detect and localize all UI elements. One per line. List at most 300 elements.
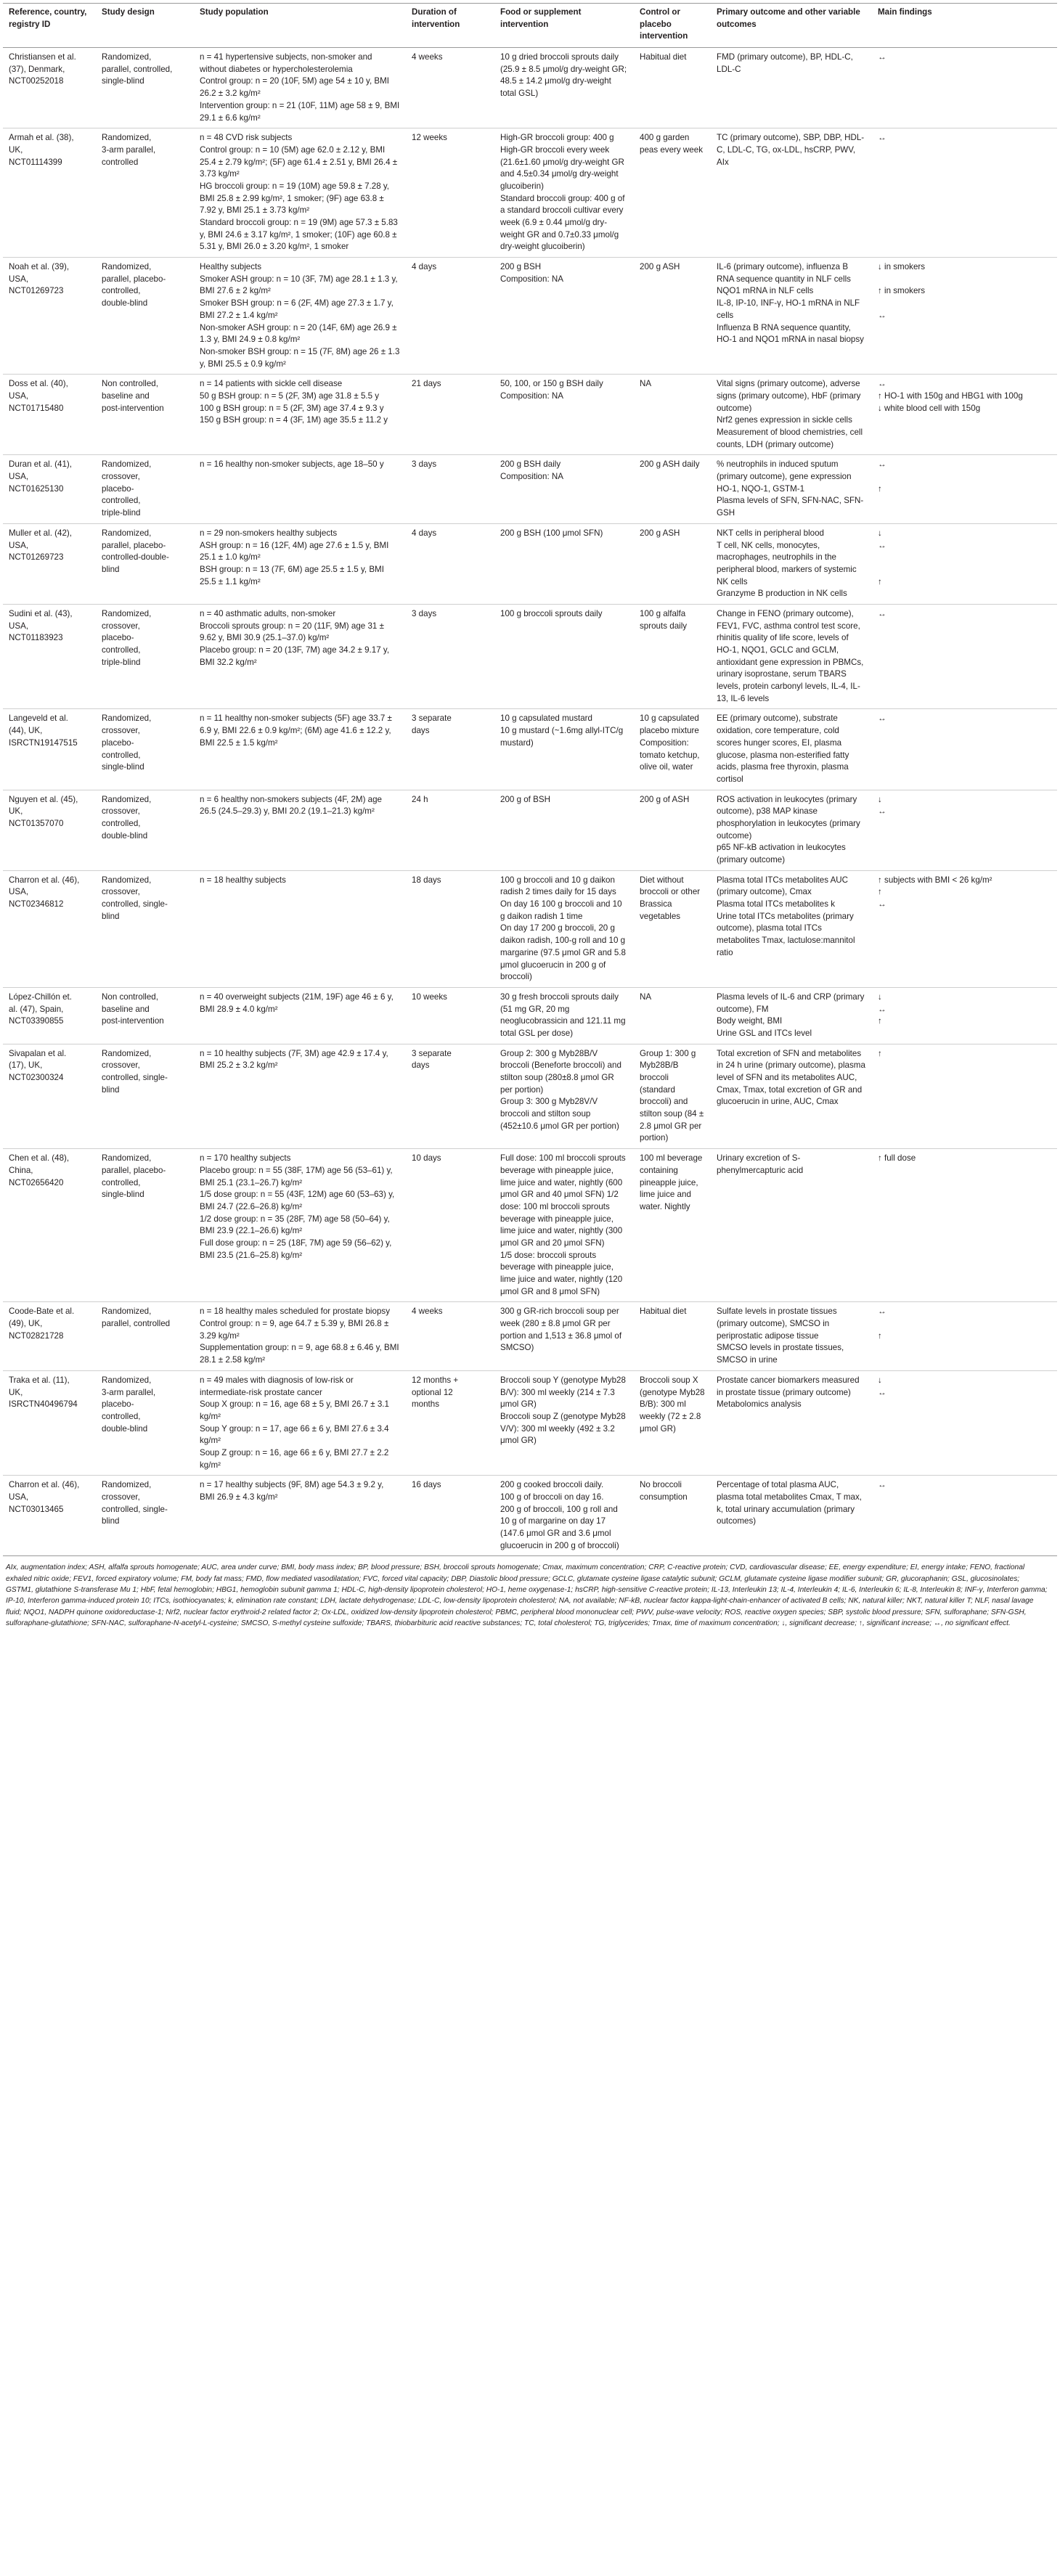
cell-food-intervention-line: 10 g dried broccoli sprouts daily (25.9 ± 8.5 μmol/g dry-weight GR; 48.5 ± 14.2 μmol/g dry-weight total GSL) (500, 52, 627, 99)
cell-study-design-line: Randomized, (102, 1307, 152, 1317)
cell-control-intervention (634, 455, 711, 523)
cell-study-population-line: HG broccoli group: n = 19 (10M) age 59.8 ± 7.28 y, BMI 25.8 ± 2.99 kg/m², 1 smoker; (9F) age 63.8 ± 7.92 y, BMI 25.1 ± 3.73 kg/m² (200, 181, 390, 216)
cell-food-intervention-line: 200 g BSH (100 μmol SFN) (500, 528, 603, 538)
cell-primary-outcome-line: Urine GSL and ITCs level (717, 1028, 812, 1038)
cell-control-intervention-line: Diet without broccoli or other Brassica vegetables (640, 875, 701, 921)
cell-reference-line: (37), Denmark, (9, 64, 65, 74)
cell-primary-outcome-line: Granzyme B production in NK cells (717, 589, 847, 599)
cell-main-findings-line: ↔ (878, 608, 886, 618)
cell-food-intervention-line: 1/5 dose: broccoli sprouts beverage with pineapple juice, lime juice and water, nightly (120 μmol GR and 8 μmol SFN) (500, 1250, 623, 1296)
cell-study-design-line: triple-blind (102, 508, 141, 518)
cell-duration (406, 709, 494, 790)
cell-main-findings-line: ↑ (878, 1330, 882, 1341)
cell-study-design-line: double-blind (102, 1423, 148, 1434)
cell-reference-line: Doss et al. (40), (9, 379, 68, 389)
cell-reference (3, 790, 96, 870)
cell-study-population-line: Broccoli sprouts group: n = 20 (11F, 9M) age 31 ± 9.62 y, BMI 30.9 (25.1–37.0) kg/m² (200, 621, 384, 643)
cell-main-findings-line: ↓ (878, 528, 882, 538)
cell-main-findings-line: ↓ (878, 1375, 882, 1385)
cell-reference-line: Sivapalan et al. (9, 1048, 67, 1058)
cell-study-design-line: controlled, (102, 1177, 141, 1187)
cell-study-design (96, 1149, 194, 1302)
cell-study-design-line: controlled (102, 157, 139, 167)
cell-food-intervention-line: 300 g GR-rich broccoli soup per week (280 ± 8.8 μmol GR per portion and 1,513 ± 36.8 μmol of SMCSO) (500, 1307, 622, 1353)
cell-study-design-line: controlled, (102, 645, 141, 655)
cell-duration (406, 1476, 494, 1556)
cell-study-design (96, 604, 194, 709)
cell-primary-outcome (711, 128, 872, 258)
cell-duration (406, 128, 494, 258)
cell-control-intervention-line: 100 ml beverage containing pineapple juice, lime juice and water. Nightly (640, 1153, 703, 1211)
cell-main-findings-line: ↔ (878, 310, 886, 320)
cell-main-findings-line: ↔ (878, 540, 886, 550)
cell-study-design (96, 1476, 194, 1556)
cell-reference-line: (49), UK, (9, 1319, 43, 1329)
cell-study-design-line: controlled, single- (102, 899, 168, 909)
cell-reference (3, 1044, 96, 1149)
cell-food-intervention (494, 1302, 634, 1370)
cell-primary-outcome-line: Plasma levels of IL-6 and CRP (primary outcome), FM (717, 991, 865, 1014)
cell-main-findings-line: ↑ (878, 1048, 882, 1058)
header-study-design: Study design (96, 4, 194, 48)
cell-study-population-line: n = 14 patients with sickle cell disease (200, 379, 343, 389)
cell-study-design-line: single-blind (102, 1190, 144, 1200)
cell-main-findings-line: ↔ (878, 1307, 886, 1317)
cell-reference-line: NCT01183923 (9, 633, 63, 643)
cell-study-population (194, 523, 406, 604)
cell-food-intervention-line: 200 g of broccoli, 100 g roll and 10 g of margarine on day 17 (500, 1504, 618, 1526)
cell-study-population-line: n = 49 males with diagnosis of low-risk or intermediate-risk prostate cancer (200, 1375, 354, 1397)
cell-main-findings (872, 1044, 1057, 1149)
cell-primary-outcome (711, 455, 872, 523)
cell-study-design-line: Randomized, (102, 1480, 152, 1490)
cell-main-findings (872, 870, 1057, 987)
cell-study-design-line: placebo- (102, 1399, 134, 1410)
cell-main-findings-line: ↑ HO-1 with 150g and HBG1 with 100g (878, 391, 1023, 401)
cell-food-intervention (494, 709, 634, 790)
cell-main-findings (872, 1149, 1057, 1302)
cell-primary-outcome-line: IL-8, IP-10, INF-γ, HO-1 mRNA in NLF cells (717, 298, 860, 320)
cell-main-findings (872, 987, 1057, 1044)
cell-food-intervention-line: Broccoli soup Y (genotype Myb28 B/V): 300 ml weekly (214 ± 7.3 μmol GR) (500, 1375, 626, 1410)
cell-reference-line: Coode-Bate et al. (9, 1307, 75, 1317)
cell-food-intervention (494, 987, 634, 1044)
cell-study-population (194, 375, 406, 455)
cell-study-design-line: placebo- (102, 483, 134, 494)
cell-duration (406, 1370, 494, 1476)
cell-reference-line: Noah et al. (39), (9, 262, 70, 272)
cell-reference-line: ISRCTN19147515 (9, 737, 78, 748)
cell-control-intervention-line: NA (640, 991, 652, 1002)
cell-study-population-line: Soup X group: n = 16, age 68 ± 5 y, BMI 26.7 ± 3.1 kg/m² (200, 1399, 389, 1421)
cell-primary-outcome-line: Nrf2 genes expression in sickle cells (717, 415, 852, 425)
cell-reference-line: USA, (9, 472, 29, 482)
cell-study-population (194, 604, 406, 709)
cell-food-intervention-line: Composition: NA (500, 391, 563, 401)
cell-study-design-line: Non controlled, (102, 379, 158, 389)
cell-study-population-line: Control group: n = 20 (10F, 5M) age 54 ± 10 y, BMI 26.2 ± 3.2 kg/m² (200, 76, 390, 99)
cell-control-intervention-line: Group 1: 300 g Myb28B/B broccoli (standard broccoli) and stilton soup (84 ± 2.8 μmol GR per portion) (640, 1048, 704, 1143)
cell-reference-line: NCT01357070 (9, 818, 64, 828)
cell-primary-outcome-line: T cell, NK cells, monocytes, macrophages, neutrophils in the peripheral blood, markers of systemic NK cells (717, 540, 857, 586)
cell-reference-line: USA, (9, 274, 29, 284)
cell-primary-outcome-line: Change in FENO (primary outcome), FEV1, FVC, asthma control test score, rhinitis quality of life score, levels of HO-1, NQO1, GCLC and GCLM, antioxidant gene expression in PBMCs, urinary isoprostane, serum TBARS levels, protein carbonyl levels, IL-4, IL-13, IL-6 levels (717, 608, 864, 703)
cell-reference-line: NCT02656420 (9, 1177, 64, 1187)
cell-food-intervention-line: High-GR broccoli group: 400 g High-GR broccoli every week (21.6±1.60 μmol/g dry-weight GR and 4.5±0.34 μmol/g dry-weight glucoiberin) (500, 133, 624, 191)
cell-duration-line: 21 days (412, 379, 441, 389)
cell-control-intervention-line: 10 g capsulated placebo mixture Composition: tomato ketchup, olive oil, water (640, 713, 700, 772)
cell-study-design-line: crossover, (102, 472, 140, 482)
header-control-intervention: Control or placebo intervention (634, 4, 711, 48)
cell-main-findings-line: ↔ (878, 806, 886, 817)
cell-reference-line: (17), UK, (9, 1060, 43, 1071)
cell-study-population (194, 1370, 406, 1476)
cell-reference-line: Nguyen et al. (45), (9, 794, 78, 804)
cell-food-intervention-line: Full dose: 100 ml broccoli sprouts beverage with pineapple juice, lime juice and water, nightly (600 μmol GR and 40 μmol SFN) 1/2 dose: 100 ml broccoli sprouts beverage with pineapple juice, lime juice and water, nightly (300 μmol GR and 20 μmol SFN) (500, 1153, 626, 1248)
cell-food-intervention-line: 200 g of BSH (500, 794, 550, 804)
cell-study-population-line: Non-smoker BSH group: n = 15 (7F, 8M) age 26 ± 1.3 y, BMI 25.5 ± 0.9 kg/m² (200, 346, 400, 369)
cell-study-design (96, 48, 194, 128)
cell-reference (3, 523, 96, 604)
cell-study-design-line: Randomized, (102, 713, 152, 724)
table-row (3, 790, 1057, 870)
cell-food-intervention (494, 1476, 634, 1556)
cell-primary-outcome-line: Sulfate levels in prostate tissues (primary outcome), SMCSO in periprostatic adipose tissue (717, 1307, 837, 1341)
cell-primary-outcome-line: Total excretion of SFN and metabolites in 24 h urine (primary outcome), plasma level of SFN and its metabolites AUC, Cmax, Tmax, total excretion of GR and glucoerucin in urine, AUC, Cmax (717, 1048, 865, 1107)
table-row (3, 1370, 1057, 1476)
cell-main-findings-line: ↓ (878, 794, 882, 804)
cell-study-design-line: blind (102, 1084, 120, 1095)
cell-reference-line: Traka et al. (11), (9, 1375, 70, 1385)
cell-study-population-line: Healthy subjects (200, 262, 262, 272)
cell-primary-outcome-line: Urinary excretion of S-phenylmercapturic acid (717, 1153, 804, 1175)
cell-primary-outcome (711, 1302, 872, 1370)
cell-duration-line: 24 h (412, 794, 428, 804)
cell-duration-line: 3 days (412, 608, 437, 618)
cell-reference-line: Charron et al. (46), (9, 1480, 80, 1490)
cell-duration (406, 790, 494, 870)
cell-reference-line: NCT01625130 (9, 483, 64, 494)
cell-study-design-line: parallel, placebo- (102, 274, 166, 284)
cell-control-intervention (634, 987, 711, 1044)
cell-study-design-line: controlled, (102, 1411, 141, 1421)
cell-main-findings (872, 375, 1057, 455)
cell-study-population (194, 128, 406, 258)
cell-duration (406, 1302, 494, 1370)
cell-reference-line: Langeveld et al. (9, 713, 68, 724)
cell-food-intervention (494, 48, 634, 128)
cell-study-population (194, 48, 406, 128)
cell-primary-outcome-line: FMD (primary outcome), BP, HDL-C, LDL-C (717, 52, 853, 74)
cell-study-design (96, 1302, 194, 1370)
cell-duration-line: 10 weeks (412, 991, 447, 1002)
cell-reference (3, 870, 96, 987)
cell-main-findings-line: ↑ (878, 576, 882, 586)
cell-duration-line: 3 separate (412, 713, 452, 724)
cell-duration-line: 16 days (412, 1480, 441, 1490)
cell-food-intervention-line: On day 17 200 g broccoli, 20 g daikon radish, 100-g roll and 10 g margarine (97.5 μmol GR and 5.8 μmol glucoerucin in 200 g of broccoli) (500, 923, 626, 982)
cell-reference-line: NCT03013465 (9, 1504, 64, 1514)
cell-duration (406, 987, 494, 1044)
cell-reference-line: NCT03390855 (9, 1016, 64, 1026)
cell-food-intervention-line: 50, 100, or 150 g BSH daily (500, 379, 603, 389)
table-body (3, 48, 1057, 1556)
cell-study-design-line: Randomized, (102, 794, 152, 804)
cell-study-design-line: double-blind (102, 298, 148, 308)
cell-study-population-line: Non-smoker ASH group: n = 20 (14F, 6M) age 26.9 ± 1.3 y, BMI 24.9 ± 0.8 kg/m² (200, 322, 397, 345)
cell-control-intervention (634, 790, 711, 870)
cell-study-population-line: 50 g BSH group: n = 5 (2F, 3M) age 31.8 ± 5.5 y (200, 391, 380, 401)
cell-food-intervention (494, 128, 634, 258)
cell-duration-line: days (412, 1060, 430, 1071)
cell-main-findings (872, 709, 1057, 790)
cell-primary-outcome-line: Measurement of blood chemistries, cell counts, LDH (primary outcome) (717, 428, 863, 449)
table-row (3, 1302, 1057, 1370)
cell-primary-outcome-line: % neutrophils in induced sputum (primary outcome), gene expression HO-1, NQO-1, GSTM-1 (717, 459, 852, 494)
cell-main-findings-line: ↔ (878, 459, 886, 470)
header-main-findings: Main findings (872, 4, 1057, 48)
cell-reference-line: NCT01715480 (9, 403, 64, 413)
cell-duration-line: 4 weeks (412, 1307, 443, 1317)
cell-study-design-line: controlled, (102, 286, 141, 296)
table-row (3, 258, 1057, 375)
cell-reference-line: NCT01269723 (9, 552, 64, 563)
cell-control-intervention (634, 1044, 711, 1149)
cell-study-population-line: n = 40 overweight subjects (21M, 19F) age 46 ± 6 y, BMI 28.9 ± 4.0 kg/m² (200, 991, 394, 1014)
cell-food-intervention-line: 100 g broccoli and 10 g daikon radish 2 times daily for 15 days (500, 875, 616, 897)
cell-primary-outcome-line: Plasma levels of SFN, SFN-NAC, SFN-GSH (717, 496, 864, 518)
cell-duration-line: 4 weeks (412, 52, 443, 62)
table-row (3, 455, 1057, 523)
cell-control-intervention-line: No broccoli consumption (640, 1480, 688, 1502)
cell-main-findings-line: ↔ (878, 133, 886, 143)
cell-primary-outcome (711, 604, 872, 709)
cell-control-intervention-line: NA (640, 379, 652, 389)
cell-control-intervention (634, 870, 711, 987)
cell-control-intervention-line: 200 g of ASH (640, 794, 690, 804)
cell-reference (3, 258, 96, 375)
cell-control-intervention (634, 48, 711, 128)
table-row (3, 375, 1057, 455)
cell-food-intervention-line: Group 3: 300 g Myb28V/V broccoli and stilton soup (452±10.6 μmol GR per portion) (500, 1097, 619, 1131)
cell-primary-outcome (711, 258, 872, 375)
cell-duration-line: 10 days (412, 1153, 441, 1164)
cell-food-intervention (494, 1370, 634, 1476)
cell-duration-line: 4 days (412, 528, 437, 538)
cell-primary-outcome (711, 790, 872, 870)
cell-main-findings-line: ↑ (878, 887, 882, 897)
cell-reference (3, 1370, 96, 1476)
cell-study-design-line: crossover, (102, 887, 140, 897)
table-row (3, 1149, 1057, 1302)
table-row (3, 1476, 1057, 1556)
cell-reference-line: USA, (9, 391, 29, 401)
cell-primary-outcome-line: NKT cells in peripheral blood (717, 528, 825, 538)
cell-study-design (96, 1370, 194, 1476)
cell-primary-outcome-line: Plasma total ITCs metabolites AUC (primary outcome), Cmax (717, 875, 849, 897)
cell-study-population-line: Placebo group: n = 20 (13F, 7M) age 34.2 ± 9.17 y, BMI 32.2 kg/m² (200, 645, 390, 667)
cell-study-design-line: blind (102, 1516, 120, 1526)
cell-study-design-line: parallel, controlled (102, 1319, 171, 1329)
cell-study-design-line: controlled, (102, 496, 141, 506)
cell-control-intervention-line: 400 g garden peas every week (640, 133, 703, 155)
cell-duration (406, 258, 494, 375)
cell-study-design-line: 3-arm parallel, (102, 1387, 156, 1397)
cell-study-design-line: triple-blind (102, 657, 141, 667)
cell-study-population (194, 987, 406, 1044)
cell-control-intervention (634, 258, 711, 375)
cell-study-population (194, 455, 406, 523)
cell-study-design-line: controlled, (102, 818, 141, 828)
cell-study-design (96, 987, 194, 1044)
cell-main-findings (872, 258, 1057, 375)
cell-study-population-line: 100 g BSH group: n = 5 (2F, 3M) age 37.4 ± 9.3 y (200, 403, 384, 413)
cell-study-design-line: Randomized, (102, 459, 152, 470)
cell-food-intervention-line: 10 g capsulated mustard (500, 713, 592, 724)
cell-reference (3, 1302, 96, 1370)
cell-primary-outcome (711, 1149, 872, 1302)
cell-study-population (194, 790, 406, 870)
cell-study-population-line: n = 18 healthy males scheduled for prostate biopsy (200, 1307, 390, 1317)
cell-primary-outcome-line: IL-6 (primary outcome), influenza B RNA sequence quantity in NLF cells (717, 262, 851, 284)
cell-duration (406, 1149, 494, 1302)
cell-study-design-line: baseline and (102, 391, 150, 401)
cell-control-intervention (634, 1149, 711, 1302)
cell-primary-outcome-line: Percentage of total plasma AUC, plasma total metabolites Cmax, T max, k, total urinary accumulation (primary outcomes) (717, 1480, 862, 1526)
cell-reference-line: NCT01269723 (9, 286, 64, 296)
cell-study-population-line: n = 18 healthy subjects (200, 875, 286, 885)
cell-duration-line: days (412, 726, 430, 736)
cell-study-design-line: Randomized, (102, 875, 152, 885)
cell-food-intervention-line: Composition: NA (500, 274, 563, 284)
cell-food-intervention (494, 523, 634, 604)
table-row (3, 987, 1057, 1044)
cell-primary-outcome-line: Metabolomics analysis (717, 1399, 802, 1410)
cell-food-intervention-line: 100 g broccoli sprouts daily (500, 608, 603, 618)
cell-main-findings (872, 1476, 1057, 1556)
cell-duration-line: 12 months + (412, 1375, 459, 1385)
cell-main-findings-line: ↔ (878, 899, 886, 909)
cell-study-design (96, 375, 194, 455)
cell-study-population-line: Soup Y group: n = 17, age 66 ± 6 y, BMI 27.6 ± 3.4 kg/m² (200, 1423, 389, 1446)
cell-control-intervention-line: Habitual diet (640, 52, 687, 62)
cell-main-findings (872, 1302, 1057, 1370)
cell-study-population-line: n = 6 healthy non-smokers subjects (4F, 2M) age 26.5 (24.5–29.3) y, BMI 20.2 (19.1–21.3) kg/m² (200, 794, 382, 817)
cell-main-findings-line (878, 471, 1051, 483)
cell-reference-line: Muller et al. (42), (9, 528, 72, 538)
cell-study-population-line: n = 170 healthy subjects (200, 1153, 291, 1164)
cell-study-design-line: post-intervention (102, 403, 164, 413)
cell-study-population-line: Supplementation group: n = 9, age 68.8 ± 6.46 y, BMI 28.1 ± 2.58 kg/m² (200, 1343, 399, 1365)
header-duration: Duration of intervention (406, 4, 494, 48)
cell-study-design-line: Randomized, (102, 608, 152, 618)
cell-food-intervention (494, 1149, 634, 1302)
cell-study-population-line: 150 g BSH group: n = 4 (3F, 1M) age 35.5 ± 11.2 y (200, 415, 388, 425)
cell-control-intervention (634, 1302, 711, 1370)
cell-study-population-line: n = 29 non-smokers healthy subjects (200, 528, 338, 538)
cell-study-design-line: baseline and (102, 1004, 150, 1014)
cell-reference-line: NCT02821728 (9, 1330, 64, 1341)
cell-control-intervention (634, 375, 711, 455)
table-row (3, 709, 1057, 790)
cell-study-population (194, 258, 406, 375)
cell-study-design-line: post-intervention (102, 1016, 164, 1026)
cell-study-design-line: parallel, placebo- (102, 1165, 166, 1175)
cell-reference-line: UK, (9, 144, 23, 155)
cell-study-population-line: n = 40 asthmatic adults, non-smoker (200, 608, 336, 618)
cell-study-population-line: Full dose group: n = 25 (18F, 7M) age 59 (56–62) y, BMI 23.5 (21.6–25.8) kg/m² (200, 1238, 392, 1260)
cell-primary-outcome (711, 709, 872, 790)
cell-study-population-line: n = 41 hypertensive subjects, non-smoker and without diabetes or hypercholesterolemia (200, 52, 372, 74)
cell-study-population-line: n = 11 healthy non-smoker subjects (5F) age 33.7 ± 6.9 y, BMI 22.6 ± 0.9 kg/m²; (6M) age 41.6 ± 12.2 y, BMI 22.5 ± 1.5 kg/m² (200, 713, 392, 748)
cell-study-population-line: Placebo group: n = 55 (38F, 17M) age 56 (53–61) y, BMI 25.1 (23.1–26.7) kg/m² (200, 1165, 393, 1187)
cell-food-intervention (494, 604, 634, 709)
cell-food-intervention-line: On day 16 100 g broccoli and 10 g daikon radish 1 time (500, 899, 622, 921)
cell-study-population-line: n = 48 CVD risk subjects (200, 133, 293, 143)
cell-control-intervention (634, 523, 711, 604)
cell-study-population-line: ASH group: n = 16 (12F, 4M) age 27.6 ± 1.5 y, BMI 25.1 ± 1.0 kg/m² (200, 540, 389, 563)
cell-study-design-line: parallel, controlled, (102, 64, 173, 74)
cell-study-design-line: controlled-double- (102, 552, 169, 563)
cell-study-population (194, 709, 406, 790)
cell-control-intervention (634, 709, 711, 790)
cell-main-findings-line: ↓ in smokers (878, 262, 926, 272)
cell-primary-outcome-line: Body weight, BMI (717, 1016, 783, 1026)
cell-reference-line: al. (47), Spain, (9, 1004, 64, 1014)
cell-main-findings (872, 790, 1057, 870)
cell-study-design-line: blind (102, 911, 120, 921)
cell-study-design-line: double-blind (102, 830, 148, 841)
cell-study-population-line: Smoker ASH group: n = 10 (3F, 7M) age 28.1 ± 1.3 y, BMI 27.6 ± 2 kg/m² (200, 274, 398, 296)
cell-duration (406, 48, 494, 128)
cell-reference-line: Armah et al. (38), (9, 133, 74, 143)
cell-study-population-line: Standard broccoli group: n = 19 (9M) age 57.3 ± 5.83 y, BMI 24.6 ± 3.17 kg/m², 1 smoker; (10F) age 60.8 ± 5.31 y, BMI 26.0 ± 3.20 kg/m², 1 smoker (200, 218, 398, 252)
cell-main-findings-line: ↑ (878, 483, 882, 494)
cell-study-design (96, 258, 194, 375)
cell-study-design-line: Randomized, (102, 52, 152, 62)
cell-duration-line: 12 weeks (412, 133, 447, 143)
cell-food-intervention (494, 870, 634, 987)
cell-study-population (194, 870, 406, 987)
cell-primary-outcome-line: EE (primary outcome), substrate oxidation, core temperature, cold scores hunger scores, EI, plasma glucose, plasma non-esterified fatty acids, plasma free thyroxin, plasma cortisol (717, 713, 849, 784)
cell-study-design-line: blind (102, 564, 120, 574)
cell-main-findings-line: ↔ (878, 1480, 886, 1490)
cell-study-design-line: Randomized, (102, 133, 152, 143)
cell-main-findings-line: ↔ (878, 713, 886, 724)
cell-duration-line: months (412, 1399, 440, 1410)
cell-main-findings-line: ↔ (878, 1004, 886, 1014)
cell-study-design-line: single-blind (102, 76, 144, 86)
cell-control-intervention (634, 1370, 711, 1476)
cell-study-design (96, 709, 194, 790)
cell-reference-line: Sudini et al. (43), (9, 608, 73, 618)
cell-study-design (96, 128, 194, 258)
cell-food-intervention (494, 258, 634, 375)
cell-food-intervention-line: 10 g mustard (~1.6mg allyl-ITC/g mustard) (500, 726, 624, 748)
cell-food-intervention-line: 200 g cooked broccoli daily. (500, 1480, 604, 1490)
header-food-intervention: Food or supplement intervention (494, 4, 634, 48)
cell-primary-outcome-line: SMCSO levels in prostate tissues, SMCSO in urine (717, 1343, 844, 1365)
cell-main-findings-line (878, 1318, 1051, 1330)
cell-duration (406, 870, 494, 987)
cell-reference-line: Charron et al. (46), (9, 875, 80, 885)
cell-main-findings-line: ↑ subjects with BMI < 26 kg/m² (878, 875, 992, 885)
cell-food-intervention (494, 790, 634, 870)
cell-study-population (194, 1044, 406, 1149)
cell-reference-line: UK, (9, 806, 23, 817)
cell-reference-line: NCT02346812 (9, 899, 64, 909)
header-study-population: Study population (194, 4, 406, 48)
